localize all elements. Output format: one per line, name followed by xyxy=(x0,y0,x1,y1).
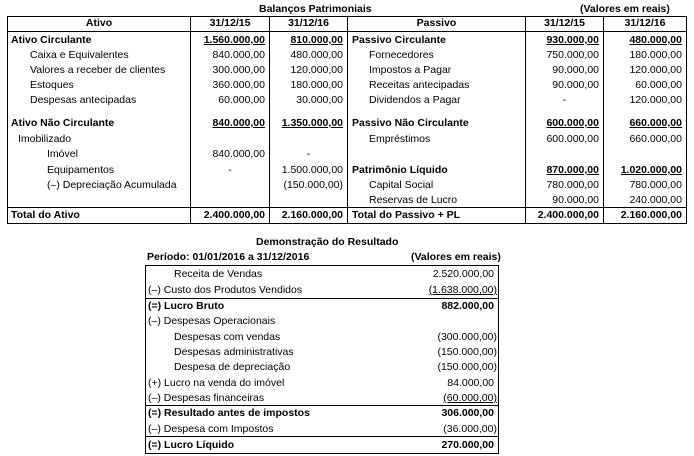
table-row-label: Dividendos a Pagar xyxy=(369,94,461,106)
table-row-value: 60.000,00 xyxy=(218,94,265,106)
table-row-value: 780.000,00 xyxy=(629,179,682,191)
table-row-value: 90.000,00 xyxy=(552,64,599,76)
table-row-value: 90.000,00 xyxy=(552,79,599,91)
income-period: Período: 01/01/2016 a 31/12/2016 xyxy=(147,251,310,263)
table-row-label: (–) Custo dos Produtos Vendidos xyxy=(148,284,303,296)
table-row-value: (1.638.000,00) xyxy=(428,284,497,296)
income-title: Demonstração do Resultado xyxy=(256,236,399,248)
table-row-value: 810.000,00 xyxy=(290,34,343,46)
table-row-value: 360.000,00 xyxy=(212,79,265,91)
table-row-label: Ativo Não Circulante xyxy=(11,117,115,129)
table-row-value: 90.000,00 xyxy=(552,194,599,206)
table-row-value: (300.000,00) xyxy=(437,331,497,343)
table-row-label: Equipamentos xyxy=(47,164,115,176)
table-row-value: 882.000,00 xyxy=(441,300,494,312)
table-row-label: Despesa de depreciação xyxy=(174,361,291,373)
table-row-label: Estoques xyxy=(30,79,74,91)
table-row-value: 480.000,00 xyxy=(629,34,682,46)
table-row-value: 600.000,00 xyxy=(546,133,599,145)
table-row-label: (–) Despesas Operacionais xyxy=(148,315,276,327)
table-row-label: Imóvel xyxy=(47,148,78,160)
table-row-label: (+) Lucro na venda do imóvel xyxy=(148,377,285,389)
total-ativo-value-1: 2.400.000,00 xyxy=(203,209,265,221)
table-row-value: 840.000,00 xyxy=(212,49,265,61)
total-passivo-value-1: 2.400.000,00 xyxy=(537,209,599,221)
table-row-label: (–) Despesa com Impostos xyxy=(148,423,274,435)
table-row-value: 930.000,00 xyxy=(546,34,599,46)
balance-title: Balanços Patrimoniais xyxy=(259,3,372,15)
table-row-label: Despesas antecipadas xyxy=(30,94,137,106)
table-row-value: (150.000,00) xyxy=(437,346,497,358)
table-row-value: 180.000,00 xyxy=(629,49,682,61)
header-date-4: 31/12/16 xyxy=(624,17,666,29)
total-passivo-value-2: 2.160.000,00 xyxy=(620,209,682,221)
table-row-value: 480.000,00 xyxy=(290,49,343,61)
table-row-value: 660.000,00 xyxy=(629,117,682,129)
table-row-label: Despesas com vendas xyxy=(174,331,281,343)
table-row-value: 180.000,00 xyxy=(290,79,343,91)
table-row-value: 660.000,00 xyxy=(629,133,682,145)
table-row-label: Passivo Circulante xyxy=(352,34,446,46)
table-row-label: Ativo Circulante xyxy=(11,34,92,46)
table-row-value: 1.350.000,00 xyxy=(281,117,343,129)
table-row-label: (=) Resultado antes de impostos xyxy=(148,407,310,419)
table-row-value: 2.520.000,00 xyxy=(432,268,494,280)
table-row-value: (150.000,00) xyxy=(283,179,343,191)
table-row-label: Caixa e Equivalentes xyxy=(30,49,129,61)
table-row-value: 1.500.000,00 xyxy=(281,164,343,176)
table-row-value: 840.000,00 xyxy=(212,148,265,160)
table-row-value: 1.020.000,00 xyxy=(620,164,682,176)
table-row-label: (=) Lucro Bruto xyxy=(148,300,225,312)
table-row-value: 600.000,00 xyxy=(546,117,599,129)
table-row-label: Imobilizado xyxy=(18,133,72,145)
table-row-label: Patrimônio Líquido xyxy=(352,164,448,176)
table-row-label: Impostos a Pagar xyxy=(369,64,452,76)
total-ativo-value-2: 2.160.000,00 xyxy=(281,209,343,221)
total-ativo-label: Total do Ativo xyxy=(11,209,80,221)
table-row-label: Receitas antecipadas xyxy=(369,79,470,91)
header-passivo: Passivo xyxy=(416,17,457,29)
table-row-value: 270.000,00 xyxy=(441,439,494,451)
table-row-label: (–) Despesas financeiras xyxy=(148,392,265,404)
header-date-1: 31/12/15 xyxy=(209,17,251,29)
table-row-value: 84.000,00 xyxy=(447,377,494,389)
table-row-value: 240.000,00 xyxy=(629,194,682,206)
table-row-value: 120.000,00 xyxy=(290,64,343,76)
header-date-3: 31/12/15 xyxy=(544,17,585,29)
table-row-value: (36.000,00) xyxy=(443,423,497,435)
table-row-value: 60.000,00 xyxy=(635,79,682,91)
table-row-label: Passivo Não Circulante xyxy=(352,117,469,129)
table-row-value: 870.000,00 xyxy=(546,164,599,176)
table-row-value: - xyxy=(562,94,567,106)
table-row-value: 750.000,00 xyxy=(546,49,599,61)
table-row-label: Reservas de Lucro xyxy=(369,194,458,206)
table-row-label: Empréstimos xyxy=(369,133,431,145)
table-row-value: 1.560.000,00 xyxy=(203,34,265,46)
table-row-label: Despesas administrativas xyxy=(174,346,294,358)
table-row-value: 306.000,00 xyxy=(441,407,494,419)
table-row-label: (–) Depreciação Acumulada xyxy=(47,179,177,191)
table-row-value: 300.000,00 xyxy=(212,64,265,76)
table-row-value: (150.000,00) xyxy=(437,361,497,373)
table-row-value: (60.000,00) xyxy=(443,392,497,404)
header-ativo: Ativo xyxy=(85,17,113,29)
table-row-value: 780.000,00 xyxy=(546,179,599,191)
table-row-label: Valores a receber de clientes xyxy=(30,64,166,76)
table-row-value: - xyxy=(306,148,311,160)
table-row-value: - xyxy=(228,164,232,176)
table-row-value: 120.000,00 xyxy=(629,94,682,106)
income-unit-note: (Valores em reais) xyxy=(411,251,501,263)
table-row-label: Capital Social xyxy=(369,179,434,191)
header-date-2: 31/12/16 xyxy=(288,17,329,29)
table-row-label: Receita de Vendas xyxy=(174,268,263,280)
total-passivo-label: Total do Passivo + PL xyxy=(352,209,461,221)
table-row-value: 120.000,00 xyxy=(629,64,682,76)
table-row-value: 30.000,00 xyxy=(296,94,343,106)
table-row-label: Fornecedores xyxy=(369,49,434,61)
table-row-value: 840.000,00 xyxy=(212,117,265,129)
balance-unit-note: (Valores em reais) xyxy=(580,3,670,15)
table-row-label: (=) Lucro Líquido xyxy=(148,439,235,451)
